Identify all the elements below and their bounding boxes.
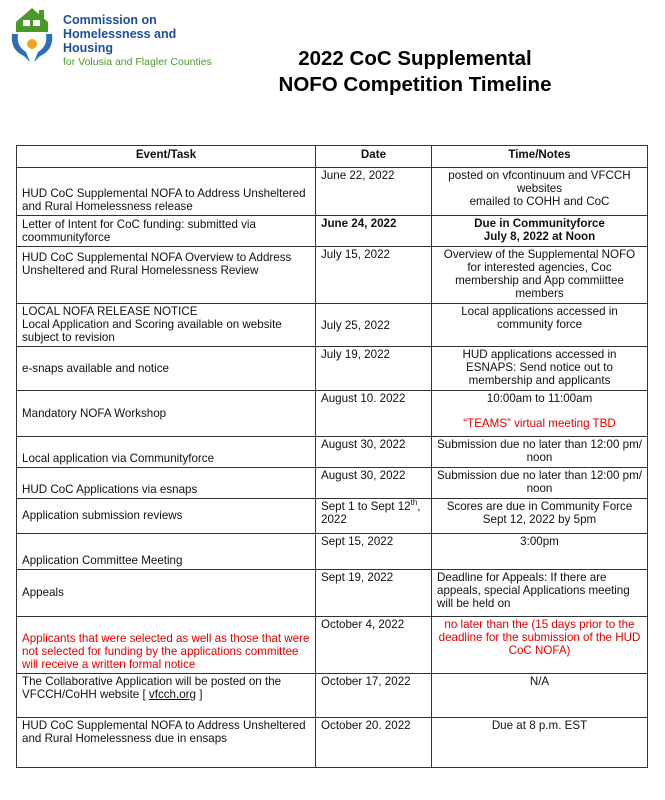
notes-cell: Due at 8 p.m. EST — [432, 718, 648, 768]
event-text: ] — [195, 688, 203, 701]
event-cell — [17, 674, 316, 718]
house-hands-icon — [8, 6, 60, 64]
notes-cell: Deadline for Appeals: If there are appeals, special Applications meeting will be held on — [432, 570, 648, 617]
notes-cell: Submission due no later than 12:00 pm/ noon — [432, 437, 648, 468]
date-cell: August 10. 2022 — [316, 391, 432, 437]
table-row — [17, 437, 648, 468]
table-row — [17, 499, 648, 534]
table-row — [17, 347, 648, 391]
event-text: The Collaborative Application will be posted on the VFCCH/CoHH website [ — [22, 675, 282, 701]
header-row — [17, 146, 648, 168]
col-header-notes: Time/Notes — [432, 146, 648, 168]
notes-line: emailed to COHH and CoC — [469, 195, 610, 208]
date-cell: July 15, 2022 — [316, 247, 432, 304]
notes-cell-alert: no later than the (15 days prior to the deadline for the submission of the HUD CoC NOFA) — [432, 617, 648, 674]
date-cell: October 4, 2022 — [316, 617, 432, 674]
event-cell-alert: Applicants that were selected as well as those that were not selected for funding by the applications committee will receive a written formal notice — [17, 617, 316, 674]
page-title — [235, 46, 595, 98]
notes-cell: Overview of the Supplemental NOFO for interested agencies, Coc membership and App commiittee members — [432, 247, 648, 304]
event-cell: Application Committee Meeting — [17, 534, 316, 570]
table-row — [17, 534, 648, 570]
table-row — [17, 468, 648, 499]
event-cell — [17, 304, 316, 347]
table-row — [17, 168, 648, 216]
date-suffix: th — [410, 498, 418, 508]
table-row — [17, 216, 648, 247]
event-cell: Local application via Communityforce — [17, 437, 316, 468]
title-line2: NOFO Competition Timeline — [278, 73, 552, 96]
date-cell: Sept 19, 2022 — [316, 570, 432, 617]
table-row — [17, 304, 648, 347]
date-cell: October 20. 2022 — [316, 718, 432, 768]
notes-cell: Submission due no later than 12:00 pm/ noon — [432, 468, 648, 499]
table-row — [17, 718, 648, 768]
event-line: LOCAL NOFA RELEASE NOTICE — [22, 305, 198, 318]
notes-cell — [432, 216, 648, 247]
event-cell: HUD CoC Supplemental NOFA Overview to Address Unsheltered and Rural Homelessness Review — [17, 247, 316, 304]
notes-cell: HUD applications accessed in ESNAPS: Send notice out to membership and applicants — [432, 347, 648, 391]
event-cell: Mandatory NOFA Workshop — [17, 391, 316, 437]
table-row — [17, 391, 648, 437]
date-cell: Sept 15, 2022 — [316, 534, 432, 570]
event-cell: Appeals — [17, 570, 316, 617]
event-cell: HUD CoC Applications via esnaps — [17, 468, 316, 499]
org-name-line1: Commission on — [63, 13, 157, 27]
notes-line: July 8, 2022 at Noon — [483, 230, 596, 243]
event-line: Local Application and Scoring available on website subject to revision — [22, 318, 282, 344]
notes-cell: Local applications accessed in community force — [432, 304, 648, 347]
timeline-table — [16, 145, 648, 768]
event-cell: e-snaps available and notice — [17, 347, 316, 391]
org-name-line3: for Volusia and Flagler Counties — [63, 56, 212, 68]
table-row — [17, 570, 648, 617]
date-cell — [316, 499, 432, 534]
notes-line: Due in Communityforce — [474, 217, 605, 230]
event-cell: HUD CoC Supplemental NOFA to Address Unsheltered and Rural Homelessness due in ensaps — [17, 718, 316, 768]
date-cell: August 30, 2022 — [316, 468, 432, 499]
event-cell: Application submission reviews — [17, 499, 316, 534]
notes-line: 10:00am to 11:00am — [486, 392, 593, 405]
date-cell: August 30, 2022 — [316, 437, 432, 468]
vfcch-link[interactable]: vfcch.org — [148, 688, 196, 701]
date-cell: June 22, 2022 — [316, 168, 432, 216]
table-row — [17, 674, 648, 718]
col-header-date: Date — [316, 146, 432, 168]
notes-cell — [432, 168, 648, 216]
notes-cell: Scores are due in Community Force Sept 12, 2022 by 5pm — [432, 499, 648, 534]
notes-line-alert: “TEAMS” virtual meeting TBD — [463, 417, 616, 430]
date-part: , 2022 — [321, 500, 421, 526]
date-cell: October 17, 2022 — [316, 674, 432, 718]
notes-cell: N/A — [432, 674, 648, 718]
date-part: Sept 1 to Sept 12 — [321, 500, 411, 513]
logo — [8, 6, 228, 68]
title-line1: 2022 CoC Supplemental — [298, 47, 532, 70]
date-cell: June 24, 2022 — [316, 216, 432, 247]
notes-cell: 3:00pm — [432, 534, 648, 570]
notes-cell — [432, 391, 648, 437]
org-name-line2: Homelessness and Housing — [63, 27, 177, 55]
event-cell: Letter of Intent for CoC funding: submitted via coommunityforce — [17, 216, 316, 247]
event-cell: HUD CoC Supplemental NOFA to Address Unsheltered and Rural Homelessness release — [17, 168, 316, 216]
notes-line: posted on vfcontinuum and VFCCH websites — [448, 169, 631, 195]
date-cell: July 19, 2022 — [316, 347, 432, 391]
table-row — [17, 247, 648, 304]
table-row — [17, 617, 648, 674]
col-header-event: Event/Task — [17, 146, 316, 168]
date-cell: July 25, 2022 — [316, 304, 432, 347]
